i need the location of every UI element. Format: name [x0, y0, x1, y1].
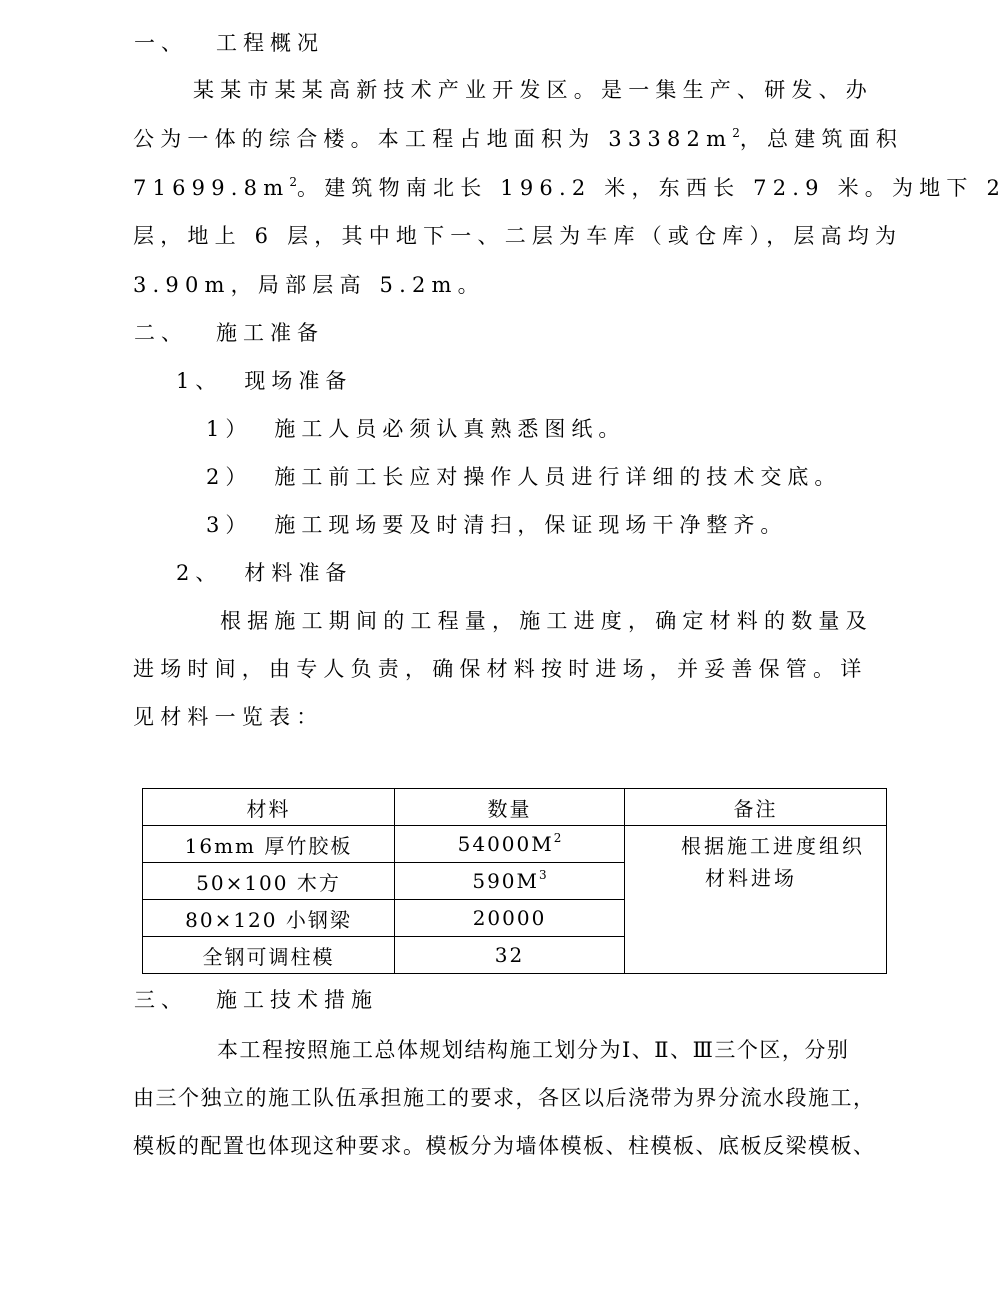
- quantity-cell: $54000M^2$: [395, 826, 625, 863]
- section-1-number: 一、: [134, 31, 188, 55]
- section-1-title: 工程概况: [216, 31, 324, 55]
- quantity-cell: 32: [395, 937, 625, 974]
- list-item: 1） 施工人员必须认真熟悉图纸。: [206, 417, 626, 441]
- section-3-heading: [134, 985, 378, 1015]
- subsection-2-heading: [176, 558, 352, 588]
- section-3-para-line: 由三个独立的施工队伍承担施工的要求，各区以后浇带为界分流水段施工，: [133, 1086, 876, 1110]
- section-2-heading: [134, 318, 324, 348]
- table-header-cell: 备注: [625, 789, 887, 826]
- remark-line: 根据施工进度组织: [681, 834, 865, 858]
- materials-table: [142, 788, 887, 974]
- remark-cell: [625, 826, 887, 974]
- material-cell: 50×100 木方: [143, 863, 395, 900]
- subsection-2-number: 2、: [176, 561, 223, 585]
- quantity-cell: $590M^3$: [395, 863, 625, 900]
- remark-line: 材料进场: [705, 866, 797, 890]
- section-1-para-line: 3.90m，局部层高 5.2m。: [133, 273, 485, 297]
- table-header-cell: 材料: [143, 789, 395, 826]
- table-row: [143, 826, 887, 863]
- list-item: 3） 施工现场要及时清扫，保证现场干净整齐。: [206, 513, 788, 537]
- subsection-2-para-line: 见材料一览表：: [133, 705, 324, 729]
- section-1-para-line: 层，地上 6 层，其中地下一、二层为车库（或仓库），层高均为: [133, 224, 903, 248]
- subsection-1-title: 现场准备: [244, 369, 353, 393]
- material-cell: 80×120 小钢梁: [143, 900, 395, 937]
- superscript: 2: [732, 126, 740, 140]
- section-1-para-line: $71699.8m^2$。建筑物南北长 196.2 米，东西长 72.9 米。为地下 2: [133, 175, 1006, 200]
- section-1-heading: [134, 28, 324, 58]
- subsection-1-number: 1、: [176, 369, 223, 393]
- section-2-title: 施工准备: [216, 321, 324, 345]
- material-cell: 全钢可调柱模: [143, 937, 395, 974]
- material-cell: 16mm 厚竹胶板: [143, 826, 395, 863]
- section-3-para-line: 本工程按照施工总体规划结构施工划分为Ⅰ、Ⅱ、Ⅲ三个区，分别: [217, 1038, 850, 1062]
- superscript: 2: [289, 175, 297, 189]
- section-3-para-line: 模板的配置也体现这种要求。模板分为墙体模板、柱模板、底板反梁模板、: [133, 1134, 876, 1158]
- table-header-row: [143, 789, 887, 826]
- section-3-title: 施工技术措施: [216, 988, 378, 1012]
- quantity-cell: 20000: [395, 900, 625, 937]
- section-2-number: 二、: [134, 321, 188, 345]
- subsection-2-title: 材料准备: [244, 561, 353, 585]
- table-header-cell: 数量: [395, 789, 625, 826]
- section-3-number: 三、: [134, 988, 188, 1012]
- section-1-para-line: 公为一体的综合楼。本工程占地面积为 $33382m^2$，总建筑面积: [133, 126, 904, 151]
- subsection-2-para-line: 根据施工期间的工程量，施工进度，确定材料的数量及: [220, 609, 873, 633]
- subsection-1-heading: [176, 366, 352, 396]
- list-item: 2） 施工前工长应对操作人员进行详细的技术交底。: [206, 465, 842, 489]
- subsection-2-para-line: 进场时间，由专人负责，确保材料按时进场，并妥善保管。详: [133, 657, 868, 681]
- section-1-para-line: 某某市某某高新技术产业开发区。是一集生产、研发、办: [193, 78, 873, 102]
